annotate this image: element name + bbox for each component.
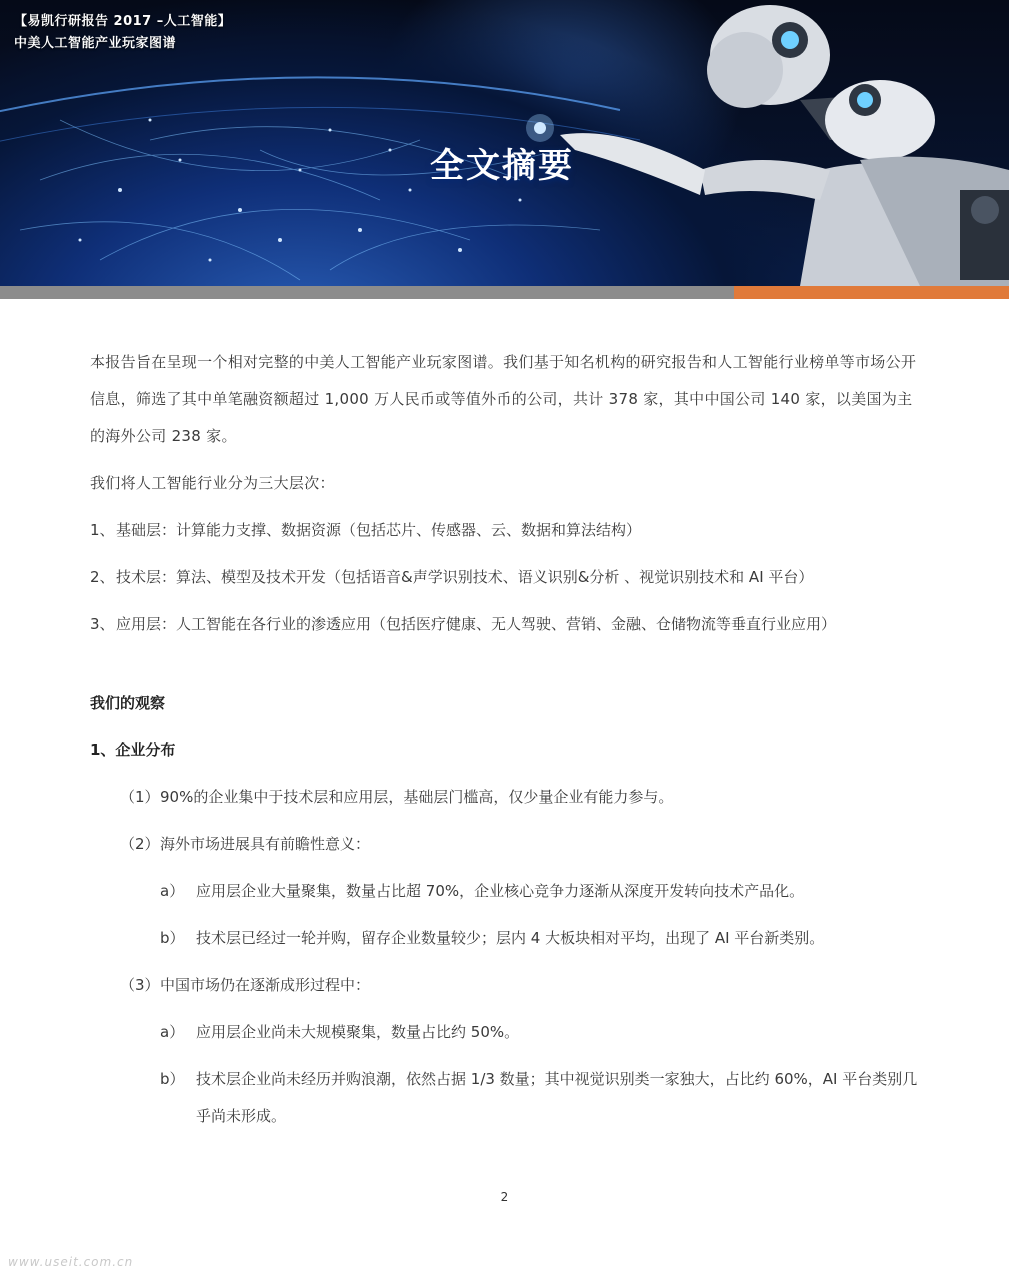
layer-number: 3、	[90, 615, 115, 633]
observation-text: 海外市场进展具有前瞻性意义：	[160, 835, 371, 853]
sub-observation-text: 应用层企业大量聚集，数量占比超 70%，企业核心竞争力逐渐从深度开发转向技术产品化。	[196, 882, 805, 900]
layer-item	[90, 606, 920, 643]
observation-item	[90, 967, 920, 1004]
observation-number: （3）	[120, 976, 160, 994]
document-body	[90, 344, 920, 1135]
header-banner	[0, 0, 1009, 286]
page-title: 全文摘要	[430, 146, 574, 186]
watermark: www.useit.com.cn	[8, 1255, 134, 1269]
report-subtitle: 中美人工智能产业玩家图谱	[14, 36, 177, 51]
layer-item	[90, 559, 920, 596]
layer-text: 应用层：人工智能在各行业的渗透应用（包括医疗健康、无人驾驶、营销、金融、仓储物流等垂直行业应用）	[116, 615, 837, 633]
sub-observation-item	[90, 1014, 920, 1051]
layer-text: 技术层：算法、模型及技术开发（包括语音&声学识别技术、语义识别&分析 、视觉识别技术和 AI 平台）	[116, 568, 814, 586]
observation-number: （2）	[120, 835, 160, 853]
divider-stripe-orange	[734, 286, 1009, 299]
sub-observation-text: 技术层企业尚未经历并购浪潮，依然占据 1/3 数量；其中视觉识别类一家独大，占比约 60%，AI 平台类别几乎尚未形成。	[196, 1070, 918, 1125]
sub-observation-item	[90, 1061, 920, 1135]
sub-observation-letter: b）	[160, 929, 185, 947]
observation-number: （1）	[120, 788, 160, 806]
page-number: 2	[500, 1190, 509, 1204]
sub-observation-letter: a）	[160, 1023, 185, 1041]
layer-number: 1、	[90, 521, 115, 539]
section-heading: 1、企业分布	[90, 741, 176, 759]
layer-text: 基础层：计算能力支撑、数据资源（包括芯片、传感器、云、数据和算法结构）	[116, 521, 642, 539]
observation-text: 中国市场仍在逐渐成形过程中：	[160, 976, 371, 994]
observation-item	[90, 826, 920, 863]
observation-text: 90%的企业集中于技术层和应用层，基础层门槛高，仅少量企业有能力参与。	[160, 788, 674, 806]
divider-stripe-gray	[0, 286, 734, 299]
layers-intro: 我们将人工智能行业分为三大层次：	[90, 474, 335, 492]
layer-number: 2、	[90, 568, 115, 586]
intro-paragraph: 本报告旨在呈现一个相对完整的中美人工智能产业玩家图谱。我们基于知名机构的研究报告和人工智能行业榜单等市场公开信息，筛选了其中单笔融资额超过 1,000 万人民币或等值外币的公司，共计 378 家，其中中国公司 140 家，以美国为主的海外公司 238 家。	[90, 353, 917, 445]
sub-observation-text: 应用层企业尚未大规模聚集，数量占比约 50%。	[196, 1023, 520, 1041]
sub-observation-item	[90, 920, 920, 957]
sub-observation-item	[90, 873, 920, 910]
sub-observation-letter: b）	[160, 1070, 185, 1088]
report-series-title: 【易凯行研报告 2017 –人工智能】	[14, 14, 232, 29]
sub-observation-letter: a）	[160, 882, 185, 900]
observations-heading: 我们的观察	[90, 694, 166, 712]
sub-observation-text: 技术层已经过一轮并购，留存企业数量较少；层内 4 大板块相对平均，出现了 AI 平台新类别。	[196, 929, 825, 947]
observation-item	[90, 779, 920, 816]
layer-item	[90, 512, 920, 549]
